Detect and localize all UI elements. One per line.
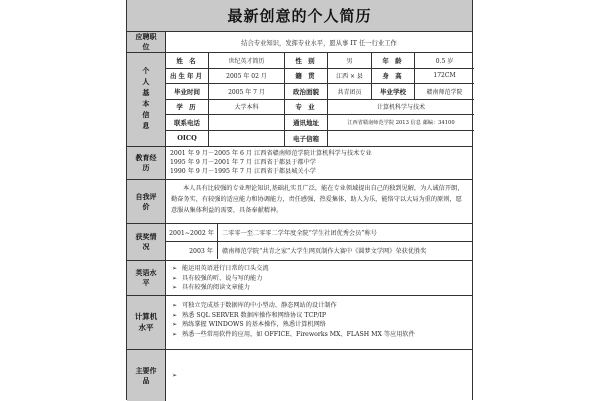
education-list bbox=[166, 147, 472, 179]
gender-value: 男 bbox=[328, 53, 372, 69]
arrow-bullet-icon: ➢ bbox=[172, 274, 178, 282]
list-item-text: 可独立完成基于数据库的中小型动、静态网站的设计制作 bbox=[182, 302, 337, 309]
birth-label: 出生年月 bbox=[166, 69, 209, 85]
phone-label: 联系电话 bbox=[166, 115, 209, 131]
list-item bbox=[172, 301, 466, 311]
oicq-label: OICQ bbox=[166, 131, 209, 147]
name-value: 世纪英才简历 bbox=[209, 53, 285, 69]
email-value bbox=[328, 131, 474, 147]
politics-label: 政治面貌 bbox=[285, 84, 328, 100]
award-year: 2001~2002 年 bbox=[166, 224, 218, 242]
awards-grid bbox=[166, 224, 472, 260]
english-section bbox=[127, 261, 472, 296]
list-item-text: 熟悉 SQL SERVER 数据库操作和网络协议 TCP/IP bbox=[182, 311, 327, 319]
education-line: 1995 年 9 月－2001 年 7 月 江西省于都县于都中学 bbox=[170, 159, 316, 166]
list-item-text: 能运用英语进行日常的口头交流 bbox=[182, 265, 269, 272]
age-value: 0.5 岁 bbox=[415, 53, 474, 69]
arrow-bullet-icon: ➢ bbox=[172, 371, 178, 379]
personal-label: 个人基本信息 bbox=[127, 53, 166, 146]
major-label: 专 业 bbox=[285, 100, 328, 116]
arrow-bullet-icon: ➢ bbox=[172, 311, 178, 319]
page-title: 最新创意的个人简历 bbox=[127, 0, 472, 32]
edu-label: 学 历 bbox=[166, 100, 209, 116]
list-item bbox=[172, 311, 466, 321]
arrow-bullet-icon: ➢ bbox=[172, 330, 178, 338]
address-label: 通讯地址 bbox=[285, 115, 328, 131]
award-year: 2003 年 bbox=[166, 242, 218, 259]
computer-section bbox=[127, 296, 472, 350]
arrow-bullet-icon: ➢ bbox=[172, 321, 178, 328]
edu-value: 大学本科 bbox=[209, 100, 285, 116]
email-label: 电子信箱 bbox=[285, 131, 328, 147]
education-line: 1990 年 9 月－1995 年 7 月 江西省于都县城关小学 bbox=[170, 168, 316, 175]
arrow-bullet-icon: ➢ bbox=[172, 284, 178, 291]
school-label: 毕业学校 bbox=[372, 84, 415, 100]
list-item-text: 熟悉一些常用软件的应用，如 OFFICE、Fireworks MX、FLASH MX 等应用软件 bbox=[182, 330, 415, 338]
works-label: 主要作品 bbox=[127, 350, 166, 401]
education-label: 教育经历 bbox=[127, 147, 166, 179]
address-value: 江西省赣南师范学院 2013 信息 邮编：34100 bbox=[328, 115, 474, 131]
job-section bbox=[127, 32, 472, 53]
birth-value: 2005 年 02 月 bbox=[209, 69, 285, 85]
education-section bbox=[127, 147, 472, 180]
native-label: 籍 贯 bbox=[285, 69, 328, 85]
gender-label: 性 别 bbox=[285, 53, 328, 69]
phone-value bbox=[209, 115, 285, 131]
list-item bbox=[172, 371, 182, 381]
computer-label: 计算机水平 bbox=[127, 296, 166, 349]
height-value: 172CM bbox=[415, 69, 474, 85]
list-item bbox=[172, 264, 466, 274]
works-section bbox=[127, 350, 472, 401]
arrow-bullet-icon: ➢ bbox=[172, 265, 178, 272]
self-eval-label: 自我评价 bbox=[127, 180, 166, 223]
arrow-bullet-icon: ➢ bbox=[172, 302, 178, 309]
job-text: 结合专业知识，发挥专业水平，愿从事 IT 任一行业工作 bbox=[241, 39, 397, 47]
awards-section bbox=[127, 224, 472, 261]
self-eval-text: 本人具有比较强的专业理论知识,基础扎实且广泛，能在专业领域提出自己的独到见解，为人诚信开朗，勤奋务实，有较强的适应能力和协调能力，责任感强，热爱集体，助人为乐，能恪守以大局为重的原则，愿意服从集体利益的需要，具备奉献精神。 bbox=[171, 185, 464, 214]
name-label: 姓 名 bbox=[166, 53, 209, 69]
list-item-text: 具有较强的听、说与写的能力 bbox=[182, 274, 263, 282]
native-value: 江西 × 县 bbox=[328, 69, 372, 85]
resume-sheet bbox=[126, 0, 473, 400]
major-value: 计算机科学与技术 bbox=[328, 100, 474, 116]
list-item bbox=[172, 330, 466, 340]
list-item bbox=[172, 320, 466, 330]
list-item bbox=[172, 283, 466, 293]
personal-section bbox=[127, 53, 472, 147]
grad-time-value: 2005 年 7 月 bbox=[209, 84, 285, 100]
job-label: 应聘职位 bbox=[127, 32, 166, 52]
age-label: 年 龄 bbox=[372, 53, 415, 69]
computer-list bbox=[166, 296, 472, 349]
works-list bbox=[166, 350, 472, 401]
award-text: 赣南师范学院“共青之家”大学生网页制作大赛中《圆梦文学网》荣获优胜奖 bbox=[222, 248, 427, 255]
personal-info-grid bbox=[166, 53, 474, 146]
education-line: 2001 年 9 月－2005 年 6 月 江西省赣南师范学院计算机科学与技术专业 bbox=[170, 150, 372, 157]
list-item-text: 具有较强的阅读文章能力 bbox=[182, 284, 251, 291]
english-label: 英语水平 bbox=[127, 261, 166, 295]
award-text: 二零零一至二零零二学年度全院“学生社团优秀会员”称号 bbox=[218, 224, 472, 242]
awards-label: 获奖情况 bbox=[127, 224, 166, 260]
english-list bbox=[166, 261, 472, 295]
self-eval-section bbox=[127, 180, 472, 224]
grad-time-label: 毕业时间 bbox=[166, 84, 209, 100]
list-item bbox=[172, 274, 466, 284]
height-label: 身 高 bbox=[372, 69, 415, 85]
politics-value: 共青团员 bbox=[328, 84, 372, 100]
oicq-value bbox=[209, 131, 285, 147]
list-item-text: 熟练掌握 WINDOWS 的基本操作，熟悉计算机网络 bbox=[182, 321, 326, 328]
school-value: 赣南师范学院 bbox=[415, 84, 474, 100]
